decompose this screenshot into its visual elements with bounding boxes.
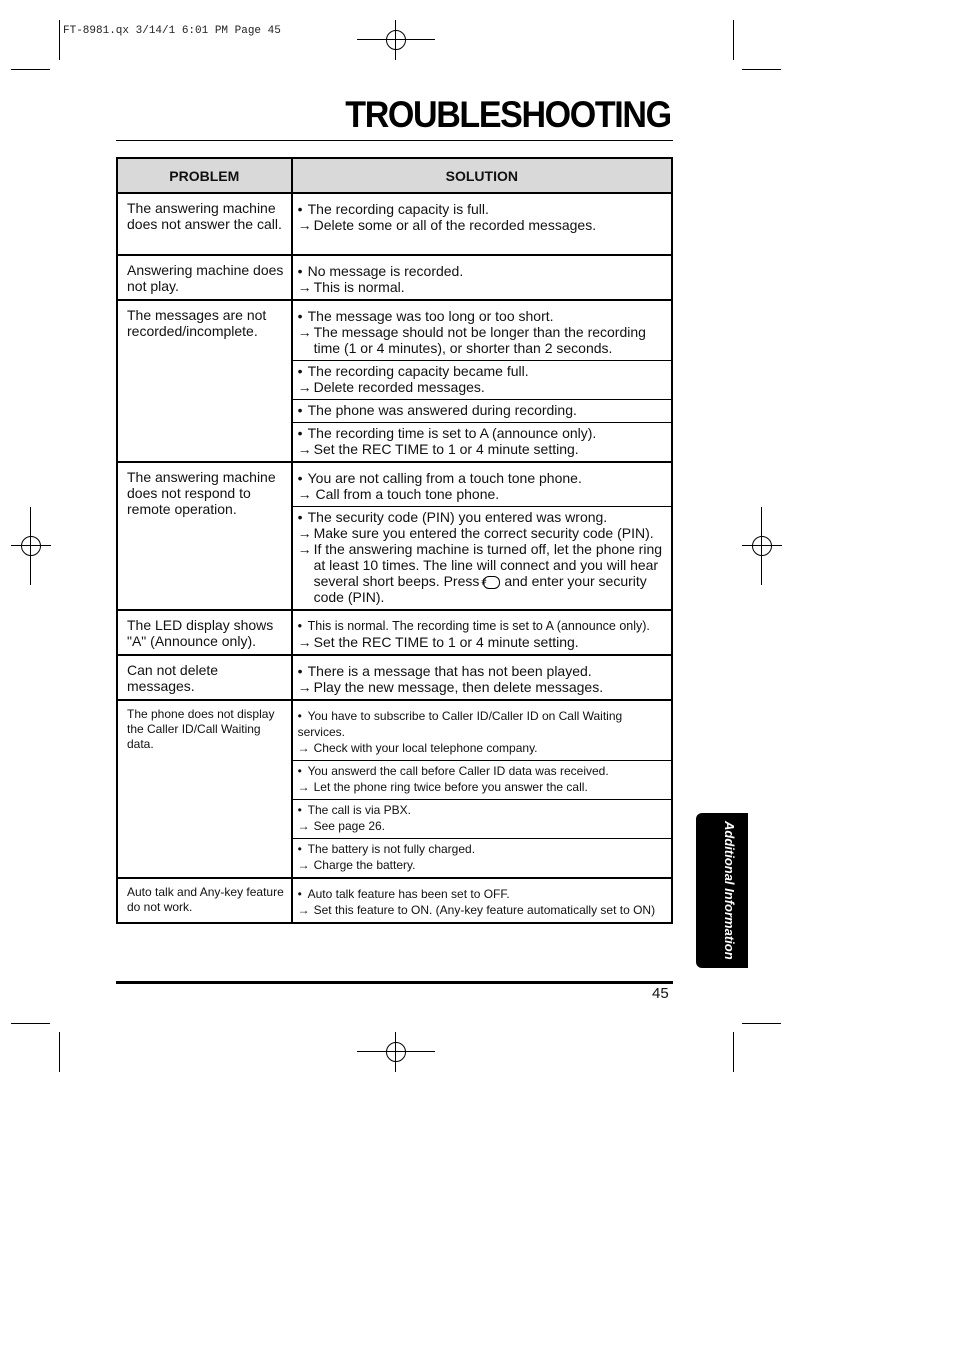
problem-cell: The phone does not display the Caller ID/Call Waiting data. — [117, 700, 292, 878]
fix-label: Delete recorded messages. — [313, 379, 485, 395]
fix-label: Play the new message, then delete messages. — [313, 679, 604, 695]
solution-cell — [292, 655, 672, 700]
fix-label: Let the phone ring twice before you answer the call. — [313, 780, 588, 794]
table-row — [117, 193, 672, 255]
cause-text: • Auto talk feature has been set to OFF. — [298, 886, 667, 902]
fix-text — [298, 740, 667, 756]
cause-text: • No message is recorded. — [298, 263, 667, 279]
cause-text: • The phone was answered during recording. — [298, 402, 667, 418]
fix-label: Check with your local telephone company. — [313, 741, 538, 755]
table-row — [117, 300, 672, 462]
fix-label: The message should not be longer than the recording time (1 or 4 minutes), or shorter than 2 seconds. — [313, 324, 646, 356]
column-header-problem: PROBLEM — [117, 158, 292, 193]
problem-cell: The LED display shows "A" (Announce only). — [117, 610, 292, 655]
solution-item — [293, 256, 671, 299]
problem-cell: The answering machine does not respond to remote operation. — [117, 462, 292, 610]
table-header-row — [117, 158, 672, 193]
table-row — [117, 462, 672, 610]
fix-text — [298, 541, 667, 605]
solution-item — [293, 760, 671, 799]
arrow-icon: → — [297, 541, 312, 557]
arrow-icon: → — [297, 279, 312, 295]
crop-mark — [733, 20, 734, 60]
cause-text: • There is a message that has not been played. — [298, 663, 667, 679]
registration-circle — [21, 536, 41, 556]
arrow-icon: → — [297, 217, 312, 233]
crop-mark — [11, 1023, 50, 1024]
arrow-icon: → — [297, 679, 312, 695]
fix-text — [298, 441, 667, 457]
registration-circle — [386, 1042, 406, 1062]
fix-text — [298, 525, 667, 541]
solution-cell — [292, 300, 672, 462]
solution-item — [293, 838, 671, 877]
cause-text: • This is normal. The recording time is set to A (announce only). — [298, 618, 667, 634]
page-number: 45 — [652, 985, 669, 1002]
crop-mark — [733, 1032, 734, 1072]
cause-text: • The message was too long or too short. — [298, 308, 667, 324]
troubleshooting-table — [116, 157, 673, 924]
solution-cell — [292, 193, 672, 255]
fix-label: Make sure you entered the correct security code (PIN). — [313, 525, 654, 541]
problem-cell: The answering machine does not answer the call. — [117, 193, 292, 255]
arrow-icon: → — [297, 634, 312, 650]
solution-cell — [292, 700, 672, 878]
fix-text — [298, 379, 667, 395]
fix-text — [298, 217, 667, 233]
solution-cell — [292, 462, 672, 610]
problem-cell: Answering machine does not play. — [117, 255, 292, 300]
crop-mark — [59, 20, 60, 60]
arrow-icon: → — [297, 903, 310, 917]
solution-item — [293, 422, 671, 461]
section-side-tab — [696, 813, 748, 968]
fix-label: and enter your security code (PIN). — [313, 573, 647, 605]
print-slug: FT-8981.qx 3/14/1 6:01 PM Page 45 — [63, 25, 281, 37]
fix-label: If the answering machine is turned off, let the phone ring at least 10 times. The line will connect and you will hear several short beeps. Press — [313, 541, 663, 589]
table-row — [117, 255, 672, 300]
side-tab-label: Additional Information — [722, 821, 737, 960]
title-rule — [116, 140, 673, 141]
crop-mark — [59, 1032, 60, 1072]
solution-item — [293, 194, 671, 237]
crop-mark — [742, 1023, 781, 1024]
arrow-icon: → — [297, 819, 310, 833]
cause-text: • The recording time is set to A (announce only). — [298, 425, 667, 441]
solution-cell — [292, 610, 672, 655]
solution-item — [293, 701, 671, 760]
table-row — [117, 610, 672, 655]
table-row — [117, 655, 672, 700]
fix-label: Set this feature to ON. (Any-key feature automatically set to ON) — [313, 903, 656, 917]
fix-text — [298, 324, 667, 356]
cause-text: • The recording capacity became full. — [298, 363, 667, 379]
cause-text: • The security code (PIN) you entered was wrong. — [298, 509, 667, 525]
fix-text — [298, 679, 667, 695]
arrow-icon: → — [297, 858, 310, 872]
fix-text — [298, 779, 667, 795]
registration-circle — [386, 30, 406, 50]
page-title: TROUBLESHOOTING — [345, 94, 671, 135]
crop-mark — [742, 69, 781, 70]
solution-item — [293, 879, 671, 922]
solution-cell — [292, 255, 672, 300]
column-header-solution: SOLUTION — [292, 158, 672, 193]
solution-item — [293, 463, 671, 506]
cause-text: • You answerd the call before Caller ID data was received. — [298, 763, 667, 779]
solution-item — [293, 399, 671, 422]
fix-label: Set the REC TIME to 1 or 4 minute setting. — [313, 634, 579, 650]
solution-item — [293, 360, 671, 399]
arrow-icon: → — [297, 379, 312, 395]
fix-label: Set the REC TIME to 1 or 4 minute setting. — [313, 441, 579, 457]
fix-text — [298, 857, 667, 873]
fix-text — [298, 634, 667, 650]
fix-text — [298, 279, 667, 295]
footer-rule — [116, 981, 673, 984]
solution-item — [293, 611, 671, 654]
arrow-icon: → — [297, 324, 312, 340]
crop-mark — [11, 69, 50, 70]
arrow-icon: → — [297, 441, 312, 457]
problem-cell: Auto talk and Any-key feature do not work. — [117, 878, 292, 923]
solution-item — [293, 301, 671, 360]
arrow-icon: → — [297, 525, 312, 541]
table-row — [117, 878, 672, 923]
fix-label: This is normal. — [313, 279, 405, 295]
solution-item — [293, 506, 671, 609]
fix-text — [298, 486, 667, 502]
cause-text: • The battery is not fully charged. — [298, 841, 667, 857]
arrow-icon: → — [297, 780, 310, 794]
cause-text: • The call is via PBX. — [298, 802, 667, 818]
hash-key-icon: # — [483, 576, 500, 589]
fix-text — [298, 902, 667, 918]
fix-label: Call from a touch tone phone. — [315, 486, 500, 502]
solution-item — [293, 656, 671, 699]
fix-label: See page 26. — [313, 819, 386, 833]
solution-item — [293, 799, 671, 838]
problem-cell: Can not delete messages. — [117, 655, 292, 700]
table-row — [117, 700, 672, 878]
fix-label: Charge the battery. — [313, 858, 416, 872]
arrow-icon: → — [297, 486, 316, 502]
solution-cell — [292, 878, 672, 923]
cause-text: • You are not calling from a touch tone phone. — [298, 470, 667, 486]
cause-text: • The recording capacity is full. — [298, 201, 667, 217]
fix-text — [298, 818, 667, 834]
registration-circle — [752, 536, 772, 556]
arrow-icon: → — [297, 741, 310, 755]
fix-label: Delete some or all of the recorded messages. — [313, 217, 597, 233]
problem-cell: The messages are not recorded/incomplete. — [117, 300, 292, 462]
cause-text: • You have to subscribe to Caller ID/Caller ID on Call Waiting services. — [298, 708, 667, 740]
